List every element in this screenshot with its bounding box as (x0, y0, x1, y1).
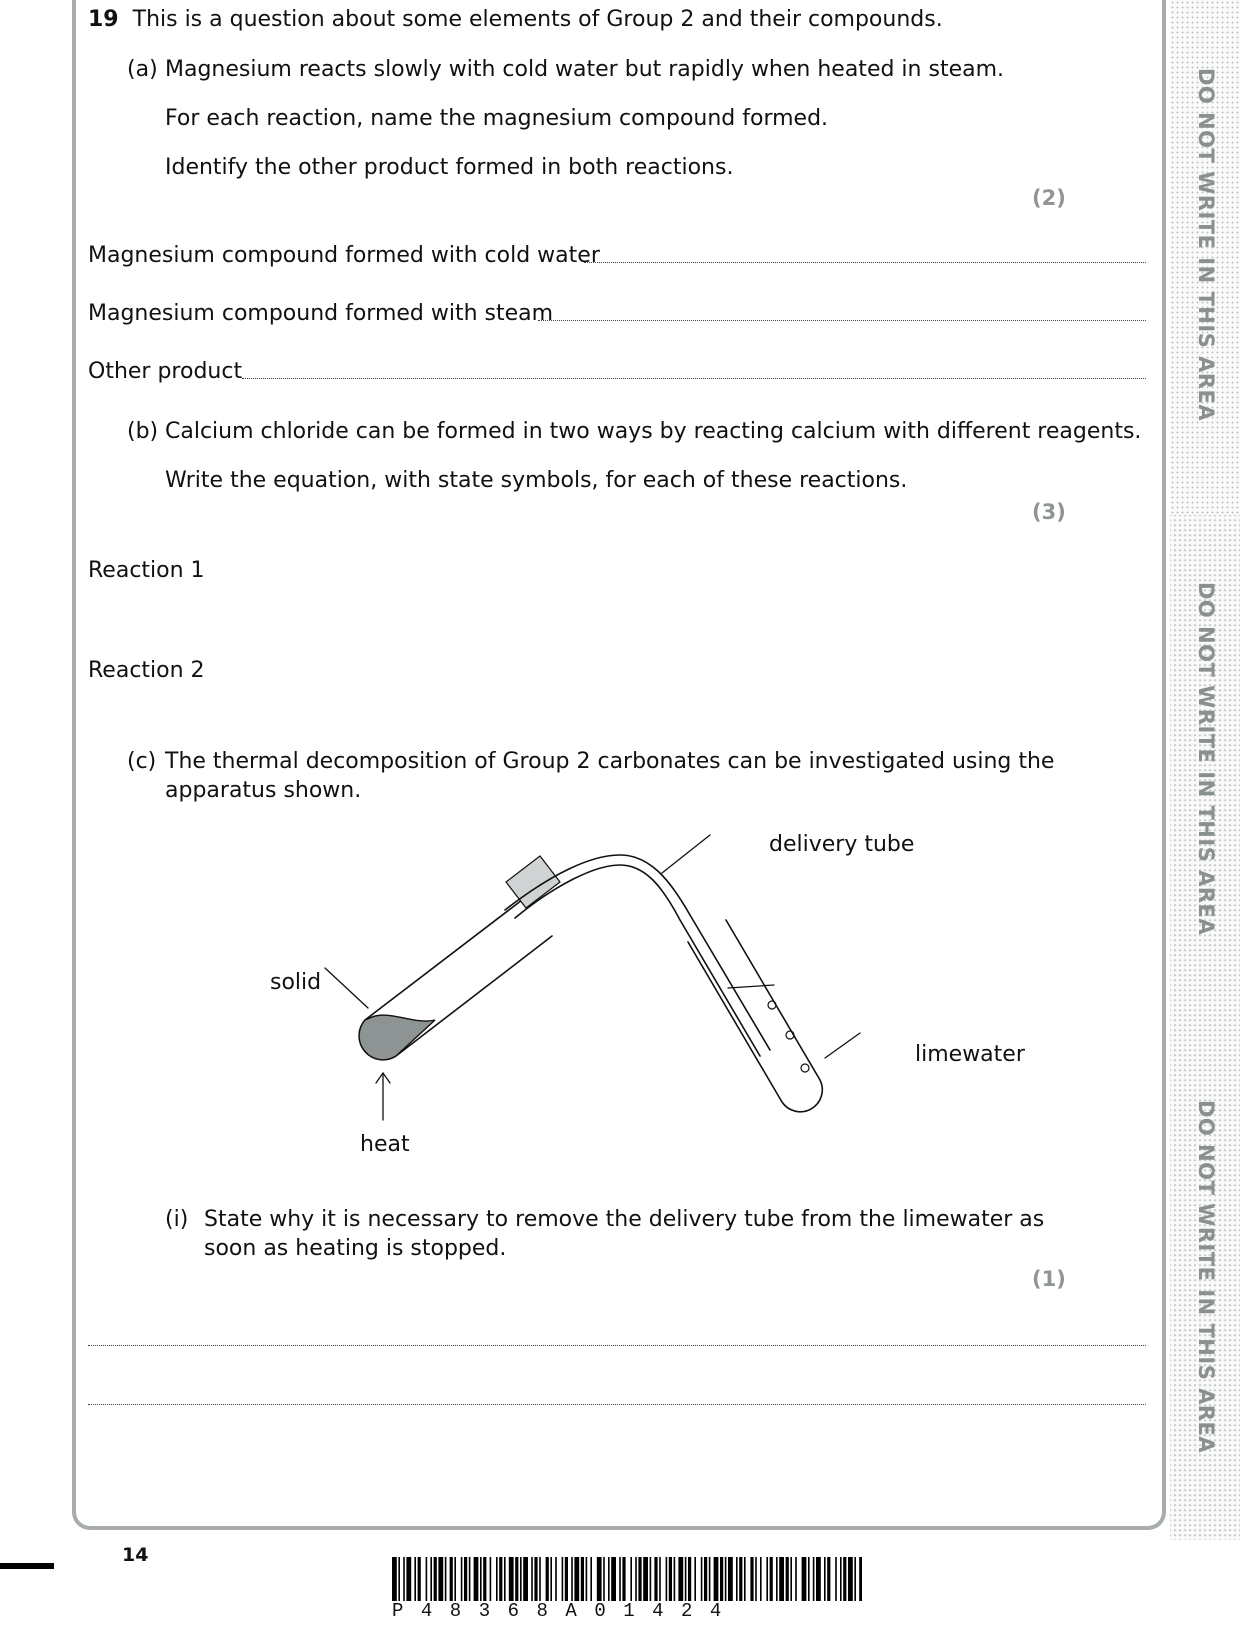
answer-label-other-product: Other product (88, 359, 243, 384)
barcode-bar (688, 1557, 691, 1601)
barcode-bar (531, 1557, 533, 1601)
barcode-bar (571, 1557, 573, 1601)
barcode-bar (816, 1557, 821, 1601)
barcode-bar (744, 1557, 746, 1601)
part-b-label: (b) (127, 419, 159, 444)
barcode-bar (736, 1557, 738, 1601)
barcode-text: P48368A01424 (392, 1600, 739, 1622)
test-tube (688, 920, 822, 1112)
barcode-bar (454, 1557, 456, 1601)
barcode-bar (555, 1557, 557, 1601)
barcode-bar (678, 1557, 683, 1601)
barcode-bar (622, 1557, 625, 1601)
barcode-bar (824, 1557, 826, 1601)
part-c-i-line1: State why it is necessary to remove the delivery tube from the limewater as (204, 1207, 1045, 1232)
part-c-i-marks: (1) (1032, 1267, 1066, 1291)
barcode-bar (546, 1557, 549, 1601)
barcode-bar (565, 1557, 568, 1601)
barcode-bar (859, 1557, 862, 1601)
barcode-bar (843, 1557, 846, 1601)
barcode (392, 1557, 862, 1603)
answer-line-c-i-2[interactable] (88, 1404, 1146, 1405)
barcode-bars (392, 1557, 862, 1601)
barcode-bar (520, 1557, 522, 1601)
barcode-bar (450, 1557, 453, 1601)
barcode-bar (438, 1557, 443, 1601)
part-c-i-line2: soon as heating is stopped. (204, 1236, 507, 1261)
barcode-bar (464, 1557, 467, 1601)
part-a-label: (a) (127, 57, 158, 82)
label-heat: heat (360, 1132, 410, 1157)
question-number: 19 (88, 7, 119, 32)
barcode-bar (523, 1557, 528, 1601)
barcode-bar (474, 1557, 479, 1601)
part-c-i-label: (i) (165, 1207, 189, 1232)
answer-line-steam[interactable] (538, 320, 1146, 321)
barcode-bar (398, 1557, 400, 1601)
barcode-bar (562, 1557, 564, 1601)
barcode-bar (766, 1557, 768, 1601)
barcode-bar (403, 1557, 405, 1601)
barcode-bar (539, 1557, 541, 1601)
part-a-line2: For each reaction, name the magnesium compound formed. (165, 106, 829, 131)
barcode-bar (827, 1557, 830, 1601)
barcode-bar (515, 1557, 518, 1601)
barcode-bar (701, 1557, 703, 1601)
part-b-marks: (3) (1032, 500, 1066, 524)
barcode-bar (638, 1557, 641, 1601)
answer-label-cold-water: Magnesium compound formed with cold water (88, 243, 600, 268)
barcode-bar (499, 1557, 502, 1601)
barcode-bar (835, 1557, 837, 1601)
barcode-bar (709, 1557, 711, 1601)
barcode-bar (760, 1557, 762, 1601)
barcode-bar (496, 1557, 498, 1601)
barcode-bar (674, 1557, 676, 1601)
barcode-bar (654, 1557, 657, 1601)
barcode-bar (534, 1557, 537, 1601)
barcode-bar (392, 1557, 397, 1601)
barcode-bar (630, 1557, 632, 1601)
barcode-bar (786, 1557, 789, 1601)
barcode-bar (581, 1557, 584, 1601)
barcode-bar (461, 1557, 463, 1601)
barcode-bar (509, 1557, 514, 1601)
barcode-bar (840, 1557, 842, 1601)
barcode-bar (608, 1557, 610, 1601)
barcode-bar (504, 1557, 506, 1601)
part-b-line1: Calcium chloride can be formed in two ways by reacting calcium with different reagents. (165, 419, 1142, 444)
barcode-bar (704, 1557, 707, 1601)
barcode-bar (611, 1557, 616, 1601)
question-stem (88, 6, 943, 34)
barcode-bar (597, 1557, 602, 1601)
barcode-bar (728, 1557, 733, 1601)
barcode-bar (445, 1557, 447, 1601)
barcode-bar (586, 1557, 588, 1601)
reaction-2-label: Reaction 2 (88, 658, 205, 683)
barcode-bar (669, 1557, 672, 1601)
barcode-bar (739, 1557, 742, 1601)
barcode-bar (418, 1557, 421, 1601)
barcode-bar (802, 1557, 807, 1601)
answer-label-steam: Magnesium compound formed with steam (88, 301, 554, 326)
part-a-line1: Magnesium reacts slowly with cold water but rapidly when heated in steam. (165, 57, 1005, 82)
barcode-bar (848, 1557, 853, 1601)
barcode-bar (779, 1557, 784, 1601)
barcode-bar (808, 1557, 810, 1601)
barcode-bar (694, 1557, 696, 1601)
barcode-bar (434, 1557, 437, 1601)
barcode-bar (590, 1557, 592, 1601)
barcode-bar (635, 1557, 637, 1601)
barcode-bar (659, 1557, 661, 1601)
barcode-bar (725, 1557, 727, 1601)
barcode-bar (483, 1557, 486, 1601)
barcode-bar (619, 1557, 621, 1601)
label-solid: solid (270, 970, 322, 995)
answer-line-c-i-1[interactable] (88, 1345, 1146, 1346)
barcode-bar (650, 1557, 652, 1601)
barcode-bar (414, 1557, 416, 1601)
barcode-bar (666, 1557, 668, 1601)
barcode-bar (603, 1557, 605, 1601)
bung (506, 856, 560, 908)
part-a-marks: (2) (1032, 186, 1066, 210)
barcode-bar (795, 1557, 797, 1601)
part-a-line3: Identify the other product formed in both reactions. (165, 155, 734, 180)
margin-warning-2: DO NOT WRITE IN THIS AREA (1194, 582, 1218, 936)
barcode-bar (430, 1557, 432, 1601)
barcode-bar (750, 1557, 753, 1601)
page-number: 14 (122, 1544, 149, 1566)
barcode-bar (426, 1557, 428, 1601)
barcode-bar (770, 1557, 773, 1601)
barcode-bar (469, 1557, 471, 1601)
label-limewater: limewater (915, 1042, 1025, 1067)
barcode-bar (550, 1557, 552, 1601)
barcode-bar (643, 1557, 648, 1601)
answer-line-cold-water[interactable] (584, 262, 1146, 263)
part-c-label: (c) (127, 749, 157, 774)
barcode-bar (574, 1557, 579, 1601)
barcode-bar (480, 1557, 482, 1601)
margin-warning-1: DO NOT WRITE IN THIS AREA (1194, 68, 1218, 422)
barcode-bar (854, 1557, 856, 1601)
barcode-bar (720, 1557, 723, 1601)
part-c-line2: apparatus shown. (165, 778, 362, 803)
barcode-bar (790, 1557, 792, 1601)
barcode-bar (755, 1557, 757, 1601)
barcode-bar (813, 1557, 815, 1601)
barcode-bar (406, 1557, 411, 1601)
page-edge-mark (0, 1563, 54, 1569)
answer-line-other-product[interactable] (242, 378, 1146, 379)
barcode-bar (714, 1557, 719, 1601)
part-c-line1: The thermal decomposition of Group 2 carbonates can be investigated using the (165, 749, 1055, 774)
barcode-bar (776, 1557, 778, 1601)
label-delivery-tube: delivery tube (769, 832, 915, 857)
barcode-bar (685, 1557, 687, 1601)
apparatus-diagram (250, 820, 950, 1150)
question-stem-text: This is a question about some elements of Group 2 and their compounds. (132, 7, 943, 32)
margin-warning-3: DO NOT WRITE IN THIS AREA (1194, 1100, 1218, 1454)
reaction-1-label: Reaction 1 (88, 558, 205, 583)
solid-sample (359, 1015, 435, 1060)
part-b-line2: Write the equation, with state symbols, for each of these reactions. (165, 468, 908, 493)
barcode-bar (490, 1557, 492, 1601)
